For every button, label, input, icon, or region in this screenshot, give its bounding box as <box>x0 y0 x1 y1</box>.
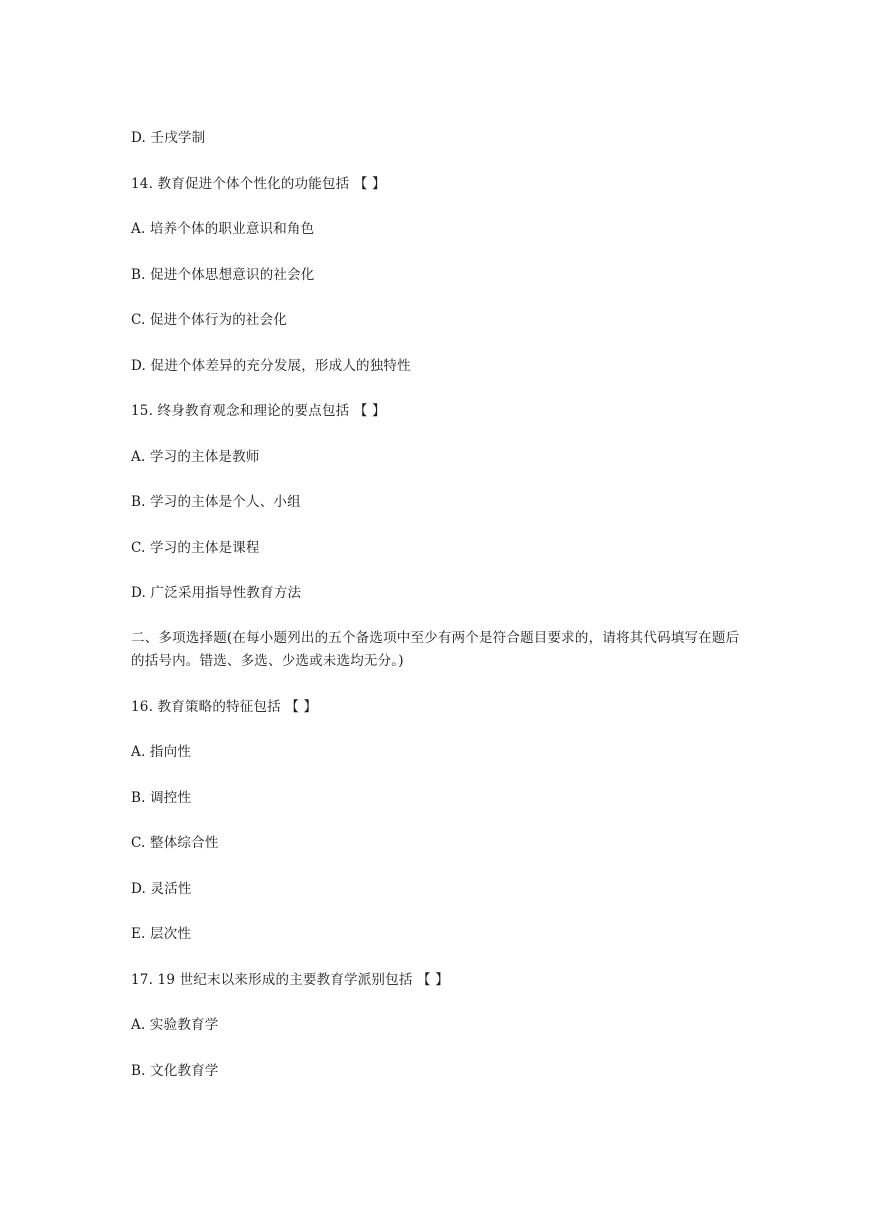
q16-option-a: A. 指向性 <box>131 744 192 760</box>
q15-question: 15. 终身教育观念和理论的要点包括 【 】 <box>131 403 386 419</box>
q17-option-a: A. 实验教育学 <box>131 1017 219 1033</box>
q16-option-e: E. 层次性 <box>131 926 192 942</box>
q15-option-d: D. 广泛采用指导性教育方法 <box>131 585 302 601</box>
q14-option-c: C. 促进个体行为的社会化 <box>131 312 288 328</box>
q14-question: 14. 教育促进个体个性化的功能包括 【 】 <box>131 176 386 192</box>
section-heading-multiple-choice: 二、多项选择题(在每小题列出的五个备选项中至少有两个是符合题目要求的，请将其代码填写在题后的括号内。错选、多选、少选或未选均无分。) <box>131 630 740 669</box>
q14-option-b: B. 促进个体思想意识的社会化 <box>131 267 315 283</box>
q17-option-b: B. 文化教育学 <box>131 1063 219 1079</box>
q15-option-b: B. 学习的主体是个人、小组 <box>131 494 301 510</box>
q14-option-d: D. 促进个体差异的充分发展，形成人的独特性 <box>131 358 411 374</box>
q14-option-a: A. 培养个体的职业意识和角色 <box>131 221 315 237</box>
q16-option-b: B. 调控性 <box>131 790 192 806</box>
q16-option-d: D. 灵活性 <box>131 881 192 897</box>
q13-option-d: D. 壬戌学制 <box>131 130 206 146</box>
q16-question: 16. 教育策略的特征包括 【 】 <box>131 699 318 715</box>
q17-question: 17. 19 世纪末以来形成的主要教育学派别包括 【 】 <box>131 972 449 988</box>
q16-option-c: C. 整体综合性 <box>131 835 219 851</box>
q15-option-c: C. 学习的主体是课程 <box>131 540 260 556</box>
q15-option-a: A. 学习的主体是教师 <box>131 449 260 465</box>
